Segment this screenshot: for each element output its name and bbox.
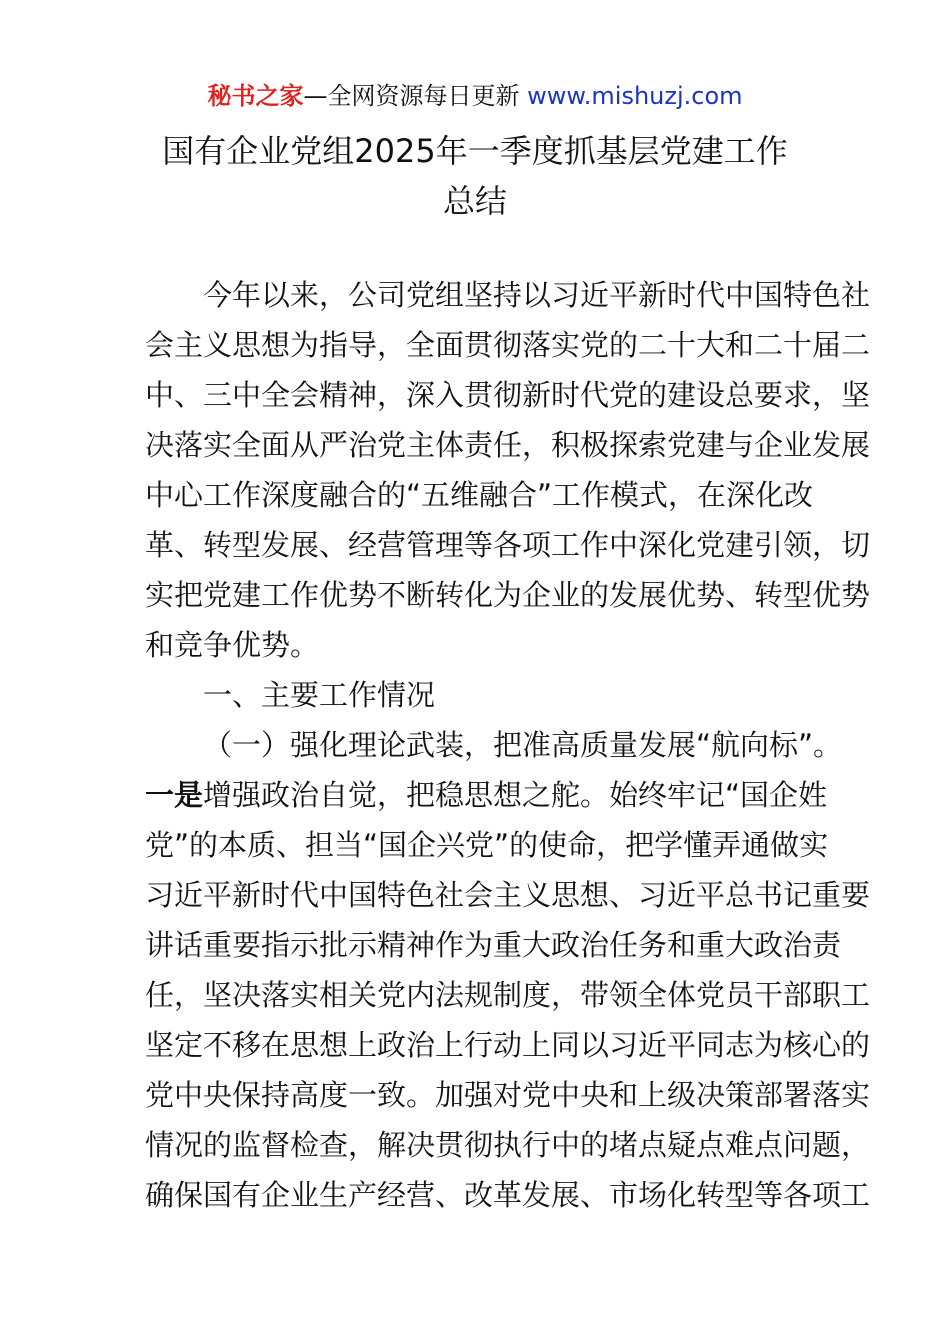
body-line: 和竞争优势。 — [145, 628, 320, 662]
body-line: 党”的本质、担当“国企兴党”的使命，把学懂弄通做实 — [145, 828, 829, 862]
brand-name: 秘书之家 — [207, 82, 304, 110]
body-line: 中、三中全会精神，深入贯彻新时代党的建设总要求，坚 — [145, 378, 871, 412]
title-line-1: 国有企业党组2025年一季度抓基层党建工作 — [162, 132, 788, 170]
body-line: 今年以来，公司党组坚持以习近平新时代中国特色社 — [203, 278, 871, 312]
body-line: 情况的监督检查，解决贯彻执行中的堵点疑点难点问题， — [145, 1128, 871, 1162]
body-line: 中心工作深度融合的“五维融合”工作模式，在深化改 — [145, 478, 814, 512]
body-line: 习近平新时代中国特色社会主义思想、习近平总书记重要 — [145, 878, 871, 912]
header-tagline: —全网资源每日更新 — [303, 82, 528, 110]
body-line-text: 增强政治自觉，把稳思想之舵。始终牢记“国企姓 — [203, 778, 828, 812]
body-line: 任，坚决落实相关党内法规制度，带领全体党员干部职工 — [145, 978, 871, 1012]
body-line: 实把党建工作优势不断转化为企业的发展优势、转型优势 — [145, 578, 871, 612]
body-line: 党中央保持高度一致。加强对党中央和上级决策部署落实 — [145, 1078, 871, 1112]
body-line: 革、转型发展、经营管理等各项工作中深化党建引领，切 — [145, 528, 871, 562]
body-line: 会主义思想为指导，全面贯彻落实党的二十大和二十届二 — [145, 328, 871, 362]
document-title — [145, 126, 805, 226]
section-heading: 一、主要工作情况 — [203, 678, 436, 712]
body-line: 讲话重要指示批示精神作为重大政治任务和重大政治责 — [145, 928, 842, 962]
body-line: 确保国有企业生产经营、改革发展、市场化转型等各项工 — [145, 1178, 871, 1212]
body-line-with-lead — [145, 770, 828, 820]
body-line: 坚定不移在思想上政治上行动上同以习近平同志为核心的 — [145, 1028, 871, 1062]
document-body — [145, 270, 871, 1220]
site-url-link[interactable]: www.mishuzj.com — [527, 82, 743, 110]
item-lead-label: 一是 — [145, 778, 204, 812]
site-header — [0, 80, 950, 112]
subsection-heading: （一）强化理论武装，把准高质量发展“航向标”。 — [203, 728, 843, 762]
title-line-2: 总结 — [442, 182, 507, 220]
body-line: 决落实全面从严治党主体责任，积极探索党建与企业发展 — [145, 428, 871, 462]
